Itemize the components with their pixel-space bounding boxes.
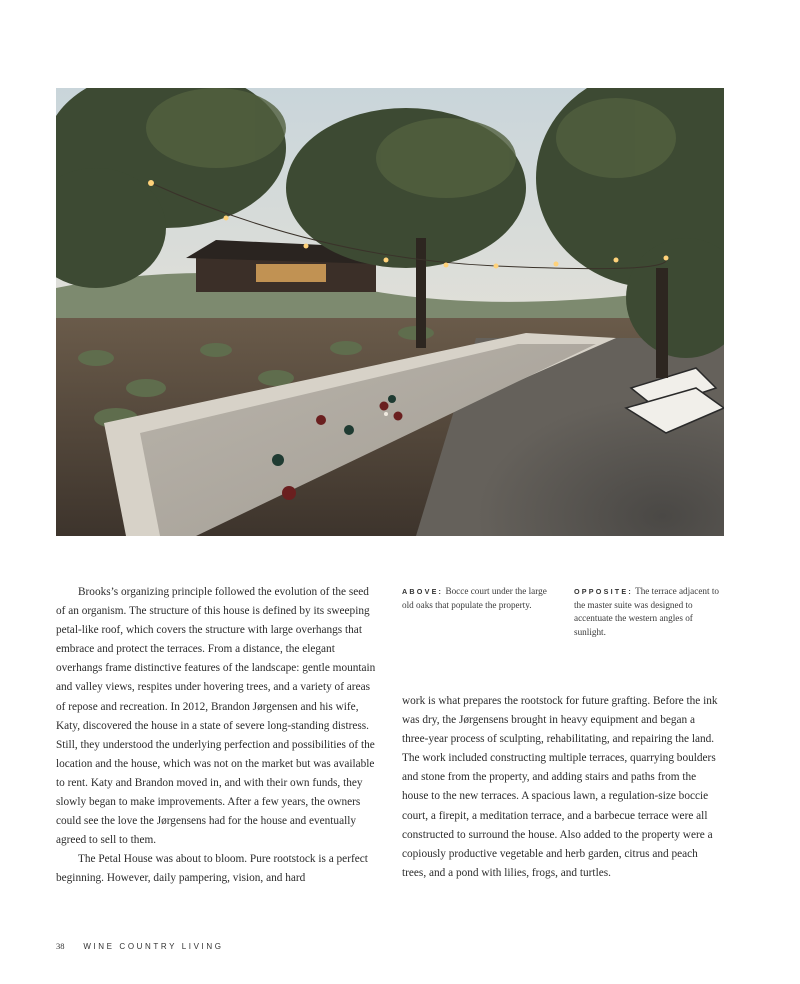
publication-name: WINE COUNTRY LIVING (83, 942, 224, 951)
body-paragraph: work is what prepares the rootstock for future grafting. Before the ink was dry, the Jørgensens brought in heavy equipment and began a three-year process of sculpting, rehabilitating, and repairing the land. The work included constructing multiple terraces, quarrying boulders and stone from the property, and adding stairs and paths from the house to the new terraces. A spacious lawn, a regulation-size boccie court, a firepit, a meditation terrace, and a barbecue terrace were all constructed to surround the house. Also added to the property were a copiously productive vegetable and herb garden, citrus and peach trees, and a pond with lilies, frogs, and turtles. (402, 695, 718, 879)
caption-opposite-text: The terrace adjacent to the master suite was designed to accentuate the western angles of sunlight. (574, 586, 720, 637)
caption-opposite (574, 585, 724, 639)
caption-above-text: Bocce court under the large old oaks that populate the property. (402, 586, 547, 610)
body-paragraph: The Petal House was about to bloom. Pure rootstock is a perfect beginning. However, daily pampering, vision, and hard (56, 853, 368, 885)
caption-above (402, 585, 552, 612)
body-column-left (56, 583, 380, 889)
page-number: 38 (56, 941, 65, 951)
body-column-right (402, 692, 724, 883)
body-paragraph: Brooks’s organizing principle followed the evolution of the seed of an organism. The structure of this house is defined by its sweeping petal-like roof, which covers the structure with large overhangs that embrace and protect the terraces. From a distance, the elegant overhangs frame distinctive features of the landscape: gentle mountain and valley views, respites under hovering trees, and a variety of areas of repose and recreation. In 2012, Brandon Jørgensen and his wife, Katy, discovered the house in a state of severe long-standing distress. Still, they understood the underlying perfection and possibilities of the location and the house, which was not on the market but was available to rent. Katy and Brandon moved in, and with their own funds, they slowly began to make improvements. After a few years, the owners could see the love the Jørgensens had for the house and eventually agreed to sell to them. (56, 586, 376, 847)
caption-above-lead: ABOVE: (402, 587, 444, 596)
photo-illustration (56, 88, 724, 536)
page-footer (56, 941, 224, 951)
bocce-court-photo (56, 88, 724, 536)
caption-opposite-lead: OPPOSITE: (574, 587, 633, 596)
